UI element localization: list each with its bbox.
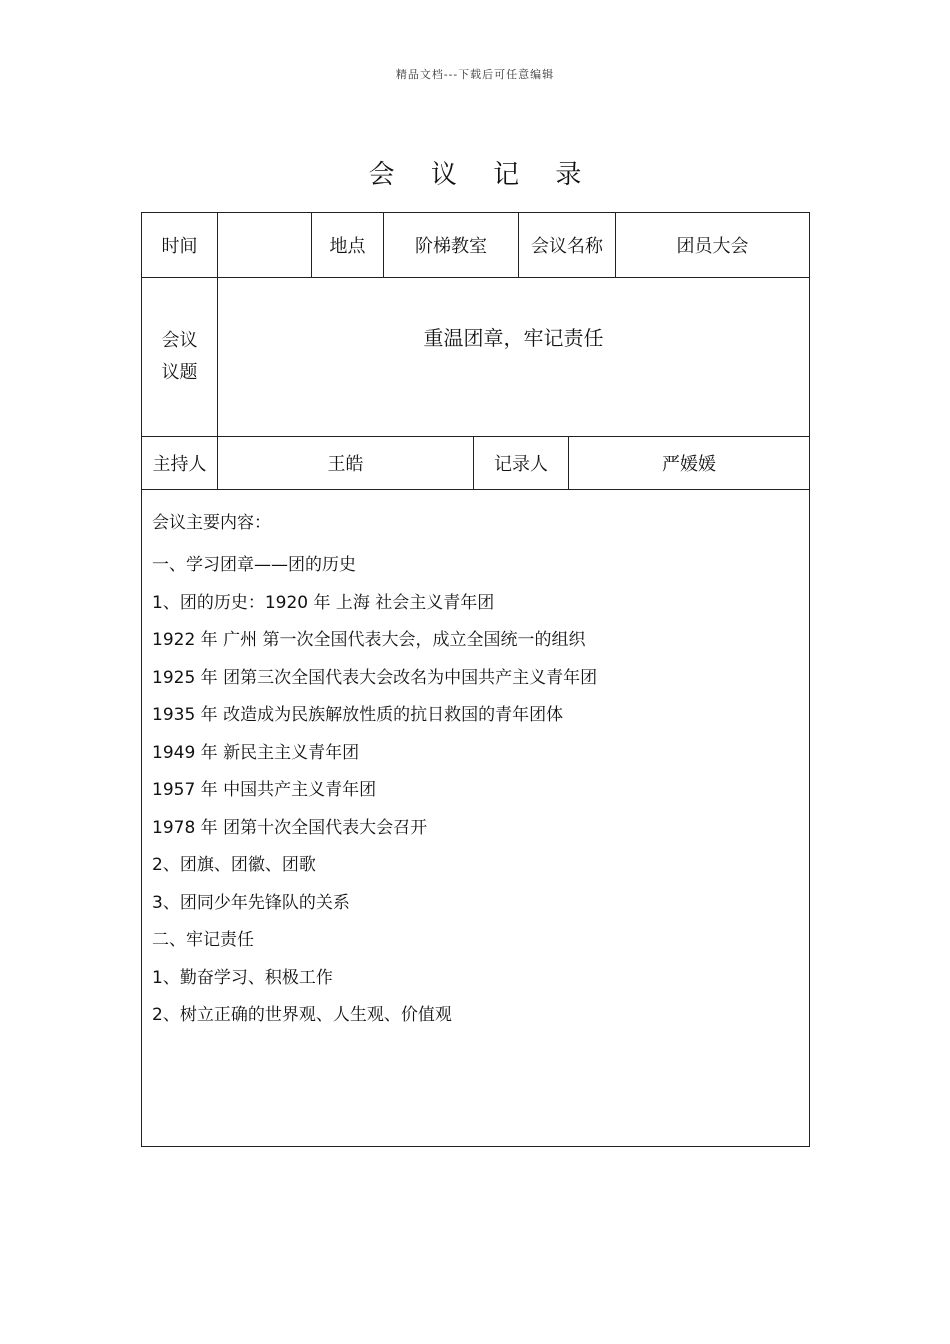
- time-label: 时间: [142, 213, 218, 278]
- content-line: 1978 年 团第十次全国代表大会召开: [152, 817, 428, 838]
- meeting-name-label: 会议名称: [519, 213, 616, 278]
- content-line: 1935 年 改造成为民族解放性质的抗日救国的青年团体: [152, 705, 564, 725]
- topic-label: [142, 278, 218, 437]
- place-label: 地点: [312, 213, 384, 278]
- content-line: 二、牢记责任: [152, 930, 254, 950]
- topic-label-line1: 会议: [161, 330, 198, 351]
- topic-label-line2: 议题: [161, 362, 198, 383]
- content-line: 3、团同少年先锋队的关系: [152, 892, 350, 913]
- content-row: [142, 490, 810, 1147]
- content-line: 1922 年 广州 第一次全国代表大会，成立全国统一的组织: [152, 630, 586, 650]
- recorder-value: 严媛媛: [569, 437, 810, 490]
- meeting-topic-row: [142, 278, 810, 437]
- topic-value-cell: [218, 278, 810, 437]
- content-line: 1925 年 团第三次全国代表大会改名为中国共产主义青年团: [152, 667, 598, 688]
- document-title: 会 议 记 录: [368, 160, 596, 190]
- topic-value: 重温团章，牢记责任: [423, 326, 604, 350]
- header-note: 精品文档---下载后可任意编辑: [395, 68, 555, 81]
- content-line: 1949 年 新民主主义青年团: [152, 742, 360, 763]
- content-line: 1、勤奋学习、积极工作: [152, 967, 333, 988]
- content-line: 1957 年 中国共产主义青年团: [152, 780, 377, 800]
- place-value: 阶梯教室: [384, 213, 519, 278]
- content-cell: [142, 490, 810, 1147]
- host-label: 主持人: [142, 437, 218, 490]
- content-line: 2、树立正确的世界观、人生观、价值观: [152, 1005, 452, 1025]
- meeting-info-row: [142, 213, 810, 278]
- content-line: 一、学习团章——团的历史: [152, 555, 356, 575]
- content-title: 会议主要内容：: [152, 513, 271, 533]
- people-row: [142, 437, 810, 490]
- meeting-record-table: [141, 212, 810, 1147]
- content-line: 1、团的历史：1920 年 上海 社会主义青年团: [152, 592, 495, 613]
- content-line: 2、团旗、团徽、团歌: [152, 855, 316, 875]
- time-value: [218, 213, 312, 278]
- recorder-label: 记录人: [474, 437, 569, 490]
- host-value: 王皓: [218, 437, 474, 490]
- meeting-name-value: 团员大会: [616, 213, 810, 278]
